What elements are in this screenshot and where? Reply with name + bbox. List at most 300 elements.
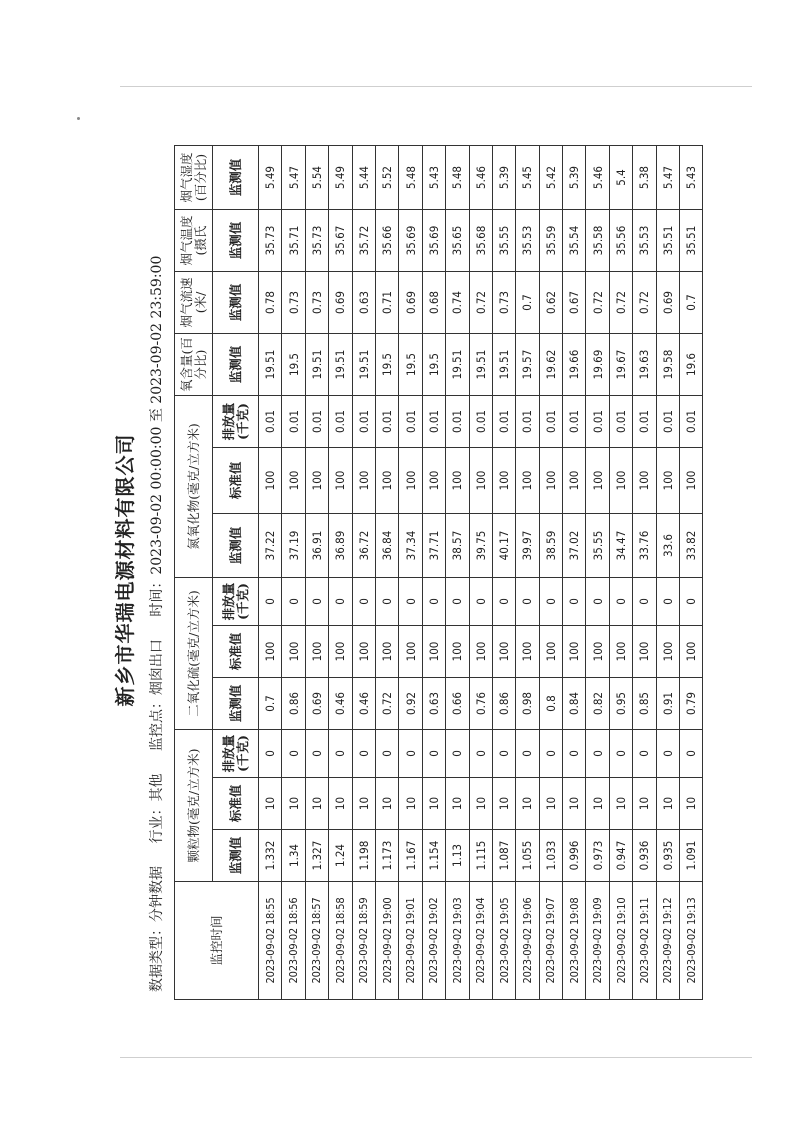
cell-flow: 0.73 bbox=[282, 272, 305, 334]
cell-flow: 0.72 bbox=[469, 272, 492, 334]
cell-flow: 0.62 bbox=[539, 272, 562, 334]
scan-edge-bottom bbox=[120, 1057, 752, 1058]
cell-nox-std: 100 bbox=[656, 448, 679, 514]
cell-pm-std: 10 bbox=[516, 778, 539, 830]
cell-nox: 40.17 bbox=[492, 514, 515, 578]
cell-pm-em: 0 bbox=[516, 730, 539, 778]
cell-temp: 35.65 bbox=[446, 210, 469, 272]
cell-temp: 35.51 bbox=[656, 210, 679, 272]
cell-pm-std: 10 bbox=[609, 778, 632, 830]
cell-hum: 5.39 bbox=[563, 146, 586, 210]
cell-o2: 19.51 bbox=[469, 334, 492, 396]
cell-pm: 1.154 bbox=[422, 830, 445, 882]
cell-o2: 19.66 bbox=[563, 334, 586, 396]
cell-nox-em: 0.01 bbox=[633, 396, 656, 448]
cell-so2: 0.69 bbox=[305, 678, 328, 730]
cell-hum: 5.54 bbox=[305, 146, 328, 210]
cell-pm-em: 0 bbox=[329, 730, 352, 778]
cell-so2: 0.66 bbox=[446, 678, 469, 730]
cell-pm-std: 10 bbox=[259, 778, 282, 830]
cell-flow: 0.68 bbox=[422, 272, 445, 334]
cell-so2: 0.92 bbox=[399, 678, 422, 730]
cell-so2: 0.82 bbox=[586, 678, 609, 730]
cell-temp: 35.56 bbox=[609, 210, 632, 272]
cell-nox-std: 100 bbox=[352, 448, 375, 514]
cell-so2: 0.86 bbox=[282, 678, 305, 730]
cell-o2: 19.5 bbox=[375, 334, 398, 396]
cell-so2-em: 0 bbox=[516, 578, 539, 626]
cell-temp: 35.69 bbox=[422, 210, 445, 272]
cell-time: 2023-09-02 18:59 bbox=[352, 882, 375, 1000]
cell-nox: 33.76 bbox=[633, 514, 656, 578]
cell-pm: 1.087 bbox=[492, 830, 515, 882]
cell-so2-em: 0 bbox=[352, 578, 375, 626]
cell-time: 2023-09-02 18:56 bbox=[282, 882, 305, 1000]
cell-hum: 5.46 bbox=[586, 146, 609, 210]
cell-so2-std: 100 bbox=[656, 626, 679, 678]
cell-temp: 35.58 bbox=[586, 210, 609, 272]
cell-so2-std: 100 bbox=[492, 626, 515, 678]
cell-temp: 35.51 bbox=[680, 210, 703, 272]
cell-flow: 0.73 bbox=[305, 272, 328, 334]
cell-flow: 0.7 bbox=[680, 272, 703, 334]
cell-pm-std: 10 bbox=[282, 778, 305, 830]
cell-hum: 5.52 bbox=[375, 146, 398, 210]
cell-flow: 0.67 bbox=[563, 272, 586, 334]
cell-nox: 33.6 bbox=[656, 514, 679, 578]
cell-so2: 0.86 bbox=[492, 678, 515, 730]
scan-speck bbox=[77, 117, 80, 120]
cell-pm-std: 10 bbox=[539, 778, 562, 830]
cell-pm-std: 10 bbox=[399, 778, 422, 830]
cell-nox-std: 100 bbox=[259, 448, 282, 514]
monitoring-table bbox=[174, 145, 703, 1000]
cell-nox-std: 100 bbox=[609, 448, 632, 514]
cell-so2-std: 100 bbox=[469, 626, 492, 678]
cell-nox: 38.57 bbox=[446, 514, 469, 578]
table-row bbox=[563, 146, 586, 1000]
cell-nox-std: 100 bbox=[516, 448, 539, 514]
table-row bbox=[539, 146, 562, 1000]
cell-time: 2023-09-02 19:06 bbox=[516, 882, 539, 1000]
cell-so2-std: 100 bbox=[399, 626, 422, 678]
cell-pm-std: 10 bbox=[469, 778, 492, 830]
cell-time: 2023-09-02 18:55 bbox=[259, 882, 282, 1000]
cell-so2-em: 0 bbox=[329, 578, 352, 626]
cell-o2: 19.51 bbox=[259, 334, 282, 396]
cell-pm: 0.947 bbox=[609, 830, 632, 882]
cell-temp: 35.68 bbox=[469, 210, 492, 272]
table-row bbox=[329, 146, 352, 1000]
cell-time: 2023-09-02 19:07 bbox=[539, 882, 562, 1000]
cell-so2-std: 100 bbox=[305, 626, 328, 678]
cell-time: 2023-09-02 19:00 bbox=[375, 882, 398, 1000]
header-temp: 烟气温度(摄氏 bbox=[175, 210, 213, 272]
report-sheet bbox=[108, 140, 748, 1000]
cell-so2: 0.7 bbox=[259, 678, 282, 730]
cell-so2-em: 0 bbox=[422, 578, 445, 626]
cell-pm-em: 0 bbox=[680, 730, 703, 778]
cell-pm-em: 0 bbox=[352, 730, 375, 778]
table-body bbox=[259, 146, 703, 1000]
cell-nox: 36.72 bbox=[352, 514, 375, 578]
sub-header-emission: 排放量(千克) bbox=[213, 578, 259, 626]
cell-pm-std: 10 bbox=[352, 778, 375, 830]
sub-header-measured: 监测值 bbox=[213, 830, 259, 882]
cell-nox-em: 0.01 bbox=[586, 396, 609, 448]
cell-time: 2023-09-02 19:08 bbox=[563, 882, 586, 1000]
cell-temp: 35.55 bbox=[492, 210, 515, 272]
cell-nox: 37.19 bbox=[282, 514, 305, 578]
header-nox: 氮氧化物(毫克/立方米) bbox=[175, 396, 213, 578]
cell-so2-em: 0 bbox=[563, 578, 586, 626]
cell-pm: 1.173 bbox=[375, 830, 398, 882]
cell-pm-em: 0 bbox=[446, 730, 469, 778]
sub-header-row bbox=[213, 146, 259, 1000]
cell-hum: 5.38 bbox=[633, 146, 656, 210]
cell-temp: 35.69 bbox=[399, 210, 422, 272]
cell-pm-em: 0 bbox=[609, 730, 632, 778]
cell-time: 2023-09-02 19:05 bbox=[492, 882, 515, 1000]
industry-label: 行业：其他 bbox=[149, 773, 165, 844]
cell-so2: 0.72 bbox=[375, 678, 398, 730]
cell-pm-em: 0 bbox=[539, 730, 562, 778]
cell-nox-em: 0.01 bbox=[305, 396, 328, 448]
cell-nox: 35.55 bbox=[586, 514, 609, 578]
cell-flow: 0.69 bbox=[399, 272, 422, 334]
cell-temp: 35.53 bbox=[516, 210, 539, 272]
cell-pm-em: 0 bbox=[282, 730, 305, 778]
cell-so2-em: 0 bbox=[586, 578, 609, 626]
cell-so2-em: 0 bbox=[305, 578, 328, 626]
cell-hum: 5.49 bbox=[329, 146, 352, 210]
table-row bbox=[305, 146, 328, 1000]
cell-time: 2023-09-02 19:09 bbox=[586, 882, 609, 1000]
cell-o2: 19.69 bbox=[586, 334, 609, 396]
cell-so2-em: 0 bbox=[375, 578, 398, 626]
cell-so2-std: 100 bbox=[375, 626, 398, 678]
cell-nox-std: 100 bbox=[586, 448, 609, 514]
cell-nox-em: 0.01 bbox=[259, 396, 282, 448]
cell-pm-em: 0 bbox=[633, 730, 656, 778]
cell-nox-std: 100 bbox=[492, 448, 515, 514]
cell-so2: 0.84 bbox=[563, 678, 586, 730]
cell-temp: 35.53 bbox=[633, 210, 656, 272]
table-row bbox=[516, 146, 539, 1000]
cell-flow: 0.69 bbox=[656, 272, 679, 334]
cell-so2: 0.63 bbox=[422, 678, 445, 730]
cell-nox: 36.84 bbox=[375, 514, 398, 578]
cell-so2-std: 100 bbox=[516, 626, 539, 678]
cell-so2-std: 100 bbox=[609, 626, 632, 678]
cell-nox-em: 0.01 bbox=[609, 396, 632, 448]
cell-nox: 36.91 bbox=[305, 514, 328, 578]
cell-pm: 1.033 bbox=[539, 830, 562, 882]
cell-nox: 39.97 bbox=[516, 514, 539, 578]
table-row bbox=[259, 146, 282, 1000]
cell-pm: 1.091 bbox=[680, 830, 703, 882]
sub-header-emission: 排放量(千克) bbox=[213, 396, 259, 448]
cell-nox-em: 0.01 bbox=[375, 396, 398, 448]
table-row bbox=[469, 146, 492, 1000]
cell-pm-std: 10 bbox=[563, 778, 586, 830]
cell-nox-std: 100 bbox=[446, 448, 469, 514]
cell-pm: 1.24 bbox=[329, 830, 352, 882]
cell-time: 2023-09-02 18:58 bbox=[329, 882, 352, 1000]
cell-so2-em: 0 bbox=[259, 578, 282, 626]
cell-nox-em: 0.01 bbox=[563, 396, 586, 448]
sub-header-measured: 监测值 bbox=[213, 678, 259, 730]
cell-nox-std: 100 bbox=[399, 448, 422, 514]
cell-pm-std: 10 bbox=[375, 778, 398, 830]
table-row bbox=[446, 146, 469, 1000]
cell-pm-std: 10 bbox=[329, 778, 352, 830]
cell-pm: 1.13 bbox=[446, 830, 469, 882]
cell-flow: 0.78 bbox=[259, 272, 282, 334]
cell-hum: 5.4 bbox=[609, 146, 632, 210]
cell-nox-em: 0.01 bbox=[399, 396, 422, 448]
cell-pm: 1.198 bbox=[352, 830, 375, 882]
cell-o2: 19.51 bbox=[329, 334, 352, 396]
sub-header-measured: 监测值 bbox=[213, 514, 259, 578]
cell-nox-em: 0.01 bbox=[282, 396, 305, 448]
cell-so2-em: 0 bbox=[609, 578, 632, 626]
cell-time: 2023-09-02 19:03 bbox=[446, 882, 469, 1000]
cell-hum: 5.43 bbox=[680, 146, 703, 210]
cell-so2-em: 0 bbox=[446, 578, 469, 626]
table-row bbox=[399, 146, 422, 1000]
cell-pm-std: 10 bbox=[633, 778, 656, 830]
cell-nox-std: 100 bbox=[563, 448, 586, 514]
cell-pm-em: 0 bbox=[586, 730, 609, 778]
cell-o2: 19.63 bbox=[633, 334, 656, 396]
cell-nox-em: 0.01 bbox=[680, 396, 703, 448]
cell-nox-std: 100 bbox=[633, 448, 656, 514]
cell-pm-em: 0 bbox=[469, 730, 492, 778]
cell-so2-em: 0 bbox=[680, 578, 703, 626]
cell-pm: 1.34 bbox=[282, 830, 305, 882]
cell-nox: 39.75 bbox=[469, 514, 492, 578]
cell-pm: 0.973 bbox=[586, 830, 609, 882]
cell-temp: 35.59 bbox=[539, 210, 562, 272]
cell-flow: 0.72 bbox=[609, 272, 632, 334]
cell-pm-std: 10 bbox=[305, 778, 328, 830]
sub-header-standard: 标准值 bbox=[213, 626, 259, 678]
cell-so2-std: 100 bbox=[680, 626, 703, 678]
cell-so2: 0.91 bbox=[656, 678, 679, 730]
cell-temp: 35.73 bbox=[259, 210, 282, 272]
cell-flow: 0.74 bbox=[446, 272, 469, 334]
cell-hum: 5.46 bbox=[469, 146, 492, 210]
cell-so2: 0.8 bbox=[539, 678, 562, 730]
cell-o2: 19.51 bbox=[305, 334, 328, 396]
table-row bbox=[282, 146, 305, 1000]
table-row bbox=[352, 146, 375, 1000]
cell-o2: 19.57 bbox=[516, 334, 539, 396]
cell-nox: 37.22 bbox=[259, 514, 282, 578]
cell-nox: 37.02 bbox=[563, 514, 586, 578]
cell-pm: 0.935 bbox=[656, 830, 679, 882]
cell-nox-em: 0.01 bbox=[656, 396, 679, 448]
cell-pm: 1.332 bbox=[259, 830, 282, 882]
cell-flow: 0.7 bbox=[516, 272, 539, 334]
header-flow: 烟气流速(米/ bbox=[175, 272, 213, 334]
cell-pm-em: 0 bbox=[375, 730, 398, 778]
cell-nox: 34.47 bbox=[609, 514, 632, 578]
cell-pm-std: 10 bbox=[656, 778, 679, 830]
cell-o2: 19.5 bbox=[399, 334, 422, 396]
cell-nox-em: 0.01 bbox=[539, 396, 562, 448]
cell-so2-std: 100 bbox=[352, 626, 375, 678]
cell-hum: 5.47 bbox=[656, 146, 679, 210]
cell-nox-em: 0.01 bbox=[492, 396, 515, 448]
cell-o2: 19.58 bbox=[656, 334, 679, 396]
cell-pm-em: 0 bbox=[492, 730, 515, 778]
cell-pm: 1.115 bbox=[469, 830, 492, 882]
cell-hum: 5.43 bbox=[422, 146, 445, 210]
cell-hum: 5.39 bbox=[492, 146, 515, 210]
cell-nox: 33.82 bbox=[680, 514, 703, 578]
cell-time: 2023-09-02 19:12 bbox=[656, 882, 679, 1000]
cell-nox-std: 100 bbox=[305, 448, 328, 514]
cell-so2-em: 0 bbox=[469, 578, 492, 626]
sub-header-measured: 监测值 bbox=[213, 146, 259, 210]
cell-o2: 19.62 bbox=[539, 334, 562, 396]
cell-pm: 0.996 bbox=[563, 830, 586, 882]
cell-nox-std: 100 bbox=[422, 448, 445, 514]
time-range-label: 时间：2023-09-02 00:00:00 至 2023-09-02 23:59:00 bbox=[149, 255, 165, 617]
cell-pm-em: 0 bbox=[563, 730, 586, 778]
cell-time: 2023-09-02 19:02 bbox=[422, 882, 445, 1000]
cell-flow: 0.72 bbox=[586, 272, 609, 334]
cell-nox-em: 0.01 bbox=[469, 396, 492, 448]
cell-hum: 5.47 bbox=[282, 146, 305, 210]
monitor-point-label: 监控点：烟囱出口 bbox=[149, 639, 165, 752]
cell-hum: 5.49 bbox=[259, 146, 282, 210]
sub-header-standard: 标准值 bbox=[213, 448, 259, 514]
cell-so2-em: 0 bbox=[492, 578, 515, 626]
cell-hum: 5.42 bbox=[539, 146, 562, 210]
cell-so2-std: 100 bbox=[422, 626, 445, 678]
cell-time: 2023-09-02 19:13 bbox=[680, 882, 703, 1000]
cell-nox-std: 100 bbox=[680, 448, 703, 514]
cell-pm: 1.167 bbox=[399, 830, 422, 882]
table-row bbox=[422, 146, 445, 1000]
report-title: 新乡市华瑞电源材料有限公司 bbox=[113, 433, 137, 707]
cell-temp: 35.71 bbox=[282, 210, 305, 272]
cell-flow: 0.73 bbox=[492, 272, 515, 334]
cell-so2-em: 0 bbox=[633, 578, 656, 626]
cell-temp: 35.67 bbox=[329, 210, 352, 272]
cell-pm: 1.327 bbox=[305, 830, 328, 882]
cell-o2: 19.5 bbox=[422, 334, 445, 396]
cell-nox: 36.89 bbox=[329, 514, 352, 578]
header-so2: 二氧化硫(毫克/立方米) bbox=[175, 578, 213, 730]
cell-nox-std: 100 bbox=[329, 448, 352, 514]
cell-o2: 19.51 bbox=[446, 334, 469, 396]
cell-nox: 37.34 bbox=[399, 514, 422, 578]
cell-so2: 0.46 bbox=[352, 678, 375, 730]
cell-time: 2023-09-02 19:10 bbox=[609, 882, 632, 1000]
cell-temp: 35.72 bbox=[352, 210, 375, 272]
cell-pm: 1.055 bbox=[516, 830, 539, 882]
cell-pm-em: 0 bbox=[422, 730, 445, 778]
cell-pm-std: 10 bbox=[680, 778, 703, 830]
cell-temp: 35.66 bbox=[375, 210, 398, 272]
cell-so2-em: 0 bbox=[399, 578, 422, 626]
header-time: 监控时间 bbox=[175, 882, 259, 1000]
cell-time: 2023-09-02 19:11 bbox=[633, 882, 656, 1000]
header-pm: 颗粒物(毫克/立方米) bbox=[175, 730, 213, 882]
sub-header-standard: 标准值 bbox=[213, 778, 259, 830]
cell-flow: 0.71 bbox=[375, 272, 398, 334]
cell-hum: 5.48 bbox=[446, 146, 469, 210]
cell-nox-std: 100 bbox=[469, 448, 492, 514]
table-row bbox=[633, 146, 656, 1000]
sub-header-measured: 监测值 bbox=[213, 272, 259, 334]
scan-edge-top bbox=[120, 86, 752, 87]
header-humidity: 烟气湿度(百分比) bbox=[175, 146, 213, 210]
cell-so2: 0.95 bbox=[609, 678, 632, 730]
cell-so2-std: 100 bbox=[633, 626, 656, 678]
cell-nox-em: 0.01 bbox=[446, 396, 469, 448]
cell-hum: 5.44 bbox=[352, 146, 375, 210]
cell-nox-std: 100 bbox=[282, 448, 305, 514]
cell-so2-std: 100 bbox=[282, 626, 305, 678]
table-row bbox=[680, 146, 703, 1000]
cell-pm: 0.936 bbox=[633, 830, 656, 882]
cell-nox-std: 100 bbox=[375, 448, 398, 514]
cell-so2-std: 100 bbox=[586, 626, 609, 678]
cell-temp: 35.73 bbox=[305, 210, 328, 272]
table-row bbox=[492, 146, 515, 1000]
cell-nox-em: 0.01 bbox=[516, 396, 539, 448]
cell-so2: 0.98 bbox=[516, 678, 539, 730]
cell-nox-em: 0.01 bbox=[422, 396, 445, 448]
cell-flow: 0.69 bbox=[329, 272, 352, 334]
cell-flow: 0.72 bbox=[633, 272, 656, 334]
cell-o2: 19.51 bbox=[492, 334, 515, 396]
cell-nox-em: 0.01 bbox=[352, 396, 375, 448]
cell-nox: 38.59 bbox=[539, 514, 562, 578]
cell-o2: 19.6 bbox=[680, 334, 703, 396]
sub-header-measured: 监测值 bbox=[213, 334, 259, 396]
cell-nox-std: 100 bbox=[539, 448, 562, 514]
cell-so2: 0.79 bbox=[680, 678, 703, 730]
cell-o2: 19.5 bbox=[282, 334, 305, 396]
cell-nox: 37.71 bbox=[422, 514, 445, 578]
cell-so2-em: 0 bbox=[282, 578, 305, 626]
cell-pm-std: 10 bbox=[586, 778, 609, 830]
cell-so2-std: 100 bbox=[446, 626, 469, 678]
cell-pm-em: 0 bbox=[259, 730, 282, 778]
cell-so2-em: 0 bbox=[656, 578, 679, 626]
header-o2: 氧含量(百分比) bbox=[175, 334, 213, 396]
cell-pm-std: 10 bbox=[422, 778, 445, 830]
report-meta bbox=[142, 142, 172, 992]
cell-hum: 5.48 bbox=[399, 146, 422, 210]
cell-hum: 5.45 bbox=[516, 146, 539, 210]
cell-so2: 0.46 bbox=[329, 678, 352, 730]
sub-header-measured: 监测值 bbox=[213, 210, 259, 272]
cell-time: 2023-09-02 19:01 bbox=[399, 882, 422, 1000]
cell-pm-em: 0 bbox=[399, 730, 422, 778]
cell-so2-std: 100 bbox=[329, 626, 352, 678]
cell-pm-em: 0 bbox=[305, 730, 328, 778]
cell-pm-em: 0 bbox=[656, 730, 679, 778]
cell-so2-std: 100 bbox=[563, 626, 586, 678]
table-row bbox=[609, 146, 632, 1000]
